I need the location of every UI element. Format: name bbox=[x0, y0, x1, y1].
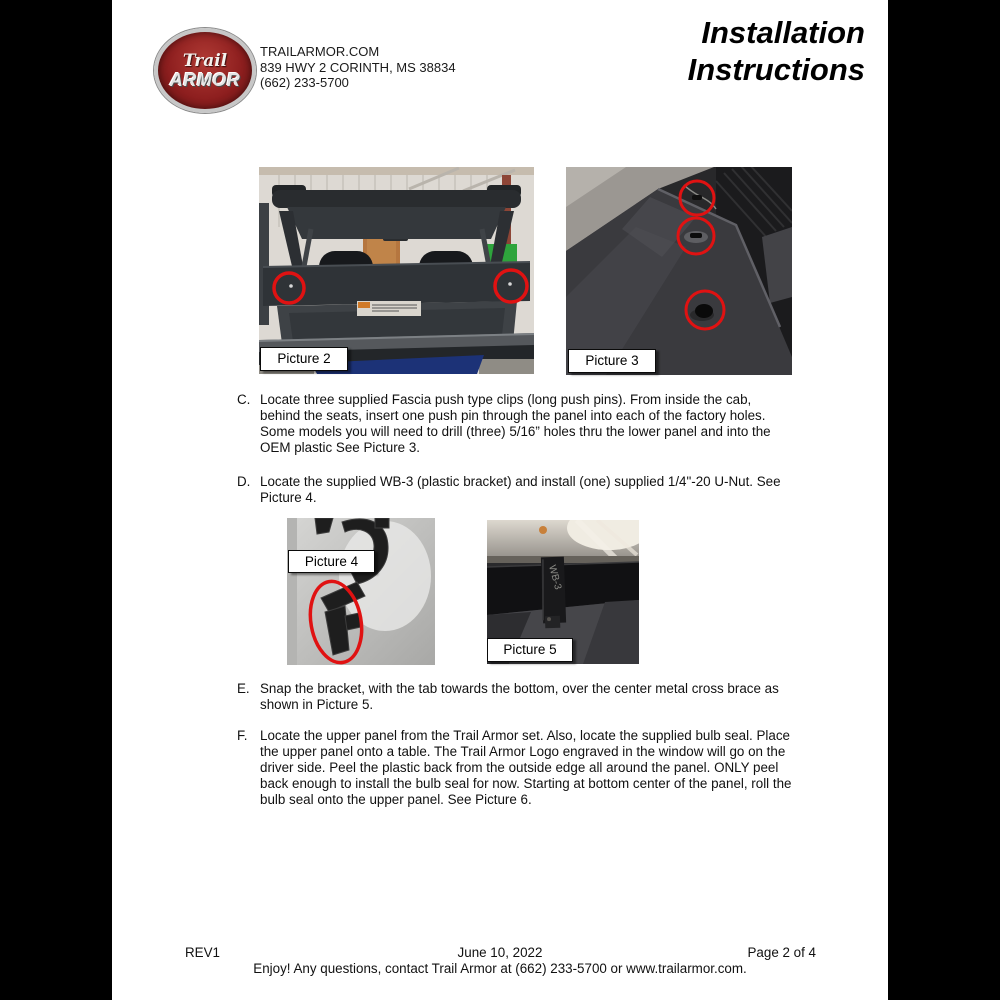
ceiling-light bbox=[539, 526, 547, 534]
step-e bbox=[237, 681, 779, 713]
step-text: Locate the upper panel from the Trail Armor set. Also, locate the supplied bulb seal. Place the upper panel onto a table. The Trail Armor Logo engraved in the window will go on the driver side. Peel the plastic back from the outside edge all around the panel. ONLY peel back enough to install the bulb seal for now. Starting at bottom center of the panel, roll the bulb seal onto the upper panel. See Picture 6. bbox=[260, 728, 792, 807]
step-letter: D. bbox=[237, 474, 251, 489]
company-contact bbox=[260, 44, 456, 91]
step-text: Locate the supplied WB-3 (plastic bracket) and install (one) supplied 1/4"-20 U-Nut. See Picture 4. bbox=[260, 474, 781, 505]
right-factory-hole bbox=[508, 282, 512, 286]
footer-contact-note: Enjoy! Any questions, contact Trail Armor at (662) 233-5700 or www.trailarmor.com. bbox=[253, 961, 747, 976]
page-title-line-1: Installation bbox=[701, 15, 865, 50]
step-text: Locate three supplied Fascia push type clips (long push pins). From inside the cab, behind the seats, insert one push pin through the panel into each of the factory holes. Some models you will need to drill (three) 5/16” holes thru the lower panel and into the OEM plastic See Picture 3. bbox=[260, 392, 771, 455]
figure-picture-5 bbox=[487, 520, 639, 664]
company-website: TRAILARMOR.COM bbox=[260, 44, 380, 59]
picture-3-label: Picture 3 bbox=[568, 349, 656, 373]
picture-4-label: Picture 4 bbox=[288, 550, 375, 573]
picture-2-label: Picture 2 bbox=[260, 347, 348, 371]
picture-5-label: Picture 5 bbox=[487, 638, 573, 662]
ceiling-beam bbox=[259, 167, 534, 175]
left-factory-hole bbox=[289, 284, 293, 288]
step-f bbox=[237, 728, 792, 808]
step-c bbox=[237, 392, 771, 456]
roof-underside bbox=[287, 207, 506, 239]
trail-armor-logo bbox=[154, 28, 256, 113]
document-page bbox=[112, 0, 888, 1000]
step-text: Snap the bracket, with the tab towards the bottom, over the center metal cross brace as shown in Picture 5. bbox=[260, 681, 779, 712]
bracket-photo bbox=[287, 518, 435, 665]
page-title bbox=[688, 14, 865, 88]
figure-picture-3 bbox=[566, 167, 792, 375]
logo-trail-text: Trail bbox=[182, 50, 228, 71]
panel-holes-photo bbox=[566, 167, 792, 375]
bottom-hole bbox=[695, 304, 713, 318]
step-letter: F. bbox=[237, 728, 248, 743]
step-letter: E. bbox=[237, 681, 250, 696]
footer-page-number: Page 2 of 4 bbox=[747, 945, 816, 960]
figure-picture-2 bbox=[259, 167, 534, 374]
top-hole bbox=[692, 195, 702, 200]
bracket-marking: WB-3 bbox=[546, 563, 564, 591]
company-address: 839 HWY 2 CORINTH, MS 38834 bbox=[260, 59, 456, 75]
left-structure bbox=[259, 203, 269, 325]
logo-armor-text: ARMOR bbox=[169, 69, 241, 90]
company-phone: (662) 233-5700 bbox=[260, 75, 349, 90]
middle-hole bbox=[690, 233, 702, 238]
step-d bbox=[237, 474, 781, 506]
figure-picture-4 bbox=[287, 518, 435, 665]
footer-date: June 10, 2022 bbox=[457, 945, 543, 960]
utv-rear-photo bbox=[259, 167, 534, 374]
step-letter: C. bbox=[237, 392, 251, 407]
utv-roof bbox=[272, 190, 521, 208]
footer-revision: REV1 bbox=[185, 945, 220, 960]
page-title-line-2: Instructions bbox=[687, 52, 865, 87]
